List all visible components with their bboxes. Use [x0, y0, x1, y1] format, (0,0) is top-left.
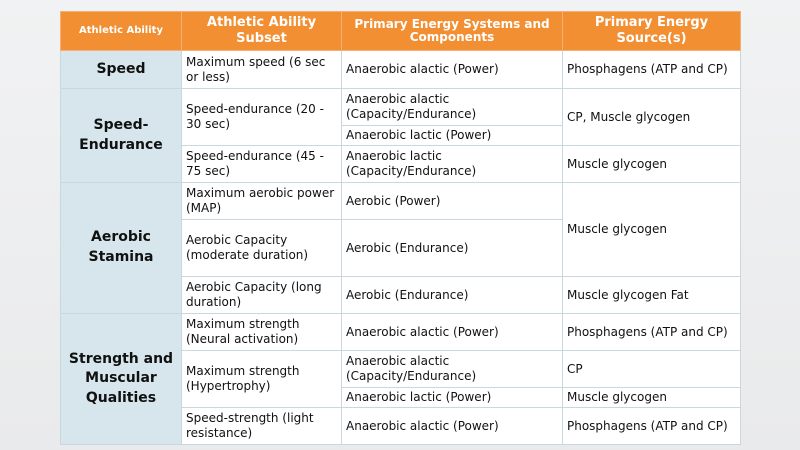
ability-strength-muscular: Strength and Muscular Qualities: [61, 314, 182, 445]
source-cell: Muscle glycogen: [563, 183, 741, 277]
system-cell: Aerobic (Endurance): [342, 277, 563, 314]
header-athletic-ability: Athletic Ability: [61, 12, 182, 51]
subset-cell: Speed-endurance (20 - 30 sec): [182, 89, 342, 146]
source-cell: CP: [563, 351, 741, 388]
system-cell: Anaerobic alactic (Power): [342, 314, 563, 351]
ability-speed-endurance: Speed-Endurance: [61, 89, 182, 183]
system-cell: Aerobic (Endurance): [342, 220, 563, 277]
header-energy-source: Primary Energy Source(s): [563, 12, 741, 51]
subset-cell: Speed-endurance (45 - 75 sec): [182, 146, 342, 183]
ability-aerobic-stamina: Aerobic Stamina: [61, 183, 182, 314]
table-row: [61, 183, 741, 220]
source-cell: CP, Muscle glycogen: [563, 89, 741, 146]
system-cell: Anaerobic alactic (Power): [342, 51, 563, 89]
table-row: [61, 314, 741, 351]
source-cell: Muscle glycogen Fat: [563, 277, 741, 314]
source-cell: Muscle glycogen: [563, 146, 741, 183]
header-row: [61, 12, 741, 51]
subset-cell: Maximum strength (Hypertrophy): [182, 351, 342, 408]
system-cell: Anaerobic alactic (Power): [342, 408, 563, 445]
subset-cell: Speed-strength (light resistance): [182, 408, 342, 445]
subset-cell: Maximum strength (Neural activation): [182, 314, 342, 351]
system-cell: Aerobic (Power): [342, 183, 563, 220]
source-cell: Muscle glycogen: [563, 388, 741, 408]
energy-systems-table: [60, 11, 741, 445]
source-cell: Phosphagens (ATP and CP): [563, 51, 741, 89]
subset-cell: Aerobic Capacity (long duration): [182, 277, 342, 314]
system-cell: Anaerobic lactic (Power): [342, 126, 563, 146]
system-cell: Anaerobic lactic (Power): [342, 388, 563, 408]
header-energy-systems: Primary Energy Systems and Components: [342, 12, 563, 51]
system-cell: Anaerobic alactic (Capacity/Endurance): [342, 89, 563, 126]
table-row: [61, 89, 741, 126]
table-row: [61, 51, 741, 89]
source-cell: Phosphagens (ATP and CP): [563, 314, 741, 351]
subset-cell: Maximum aerobic power (MAP): [182, 183, 342, 220]
header-athletic-ability-subset: Athletic Ability Subset: [182, 12, 342, 51]
subset-cell: Maximum speed (6 sec or less): [182, 51, 342, 89]
system-cell: Anaerobic alactic (Capacity/Endurance): [342, 351, 563, 388]
source-cell: Phosphagens (ATP and CP): [563, 408, 741, 445]
subset-cell: Aerobic Capacity (moderate duration): [182, 220, 342, 277]
ability-speed: Speed: [61, 51, 182, 89]
system-cell: Anaerobic lactic (Capacity/Endurance): [342, 146, 563, 183]
